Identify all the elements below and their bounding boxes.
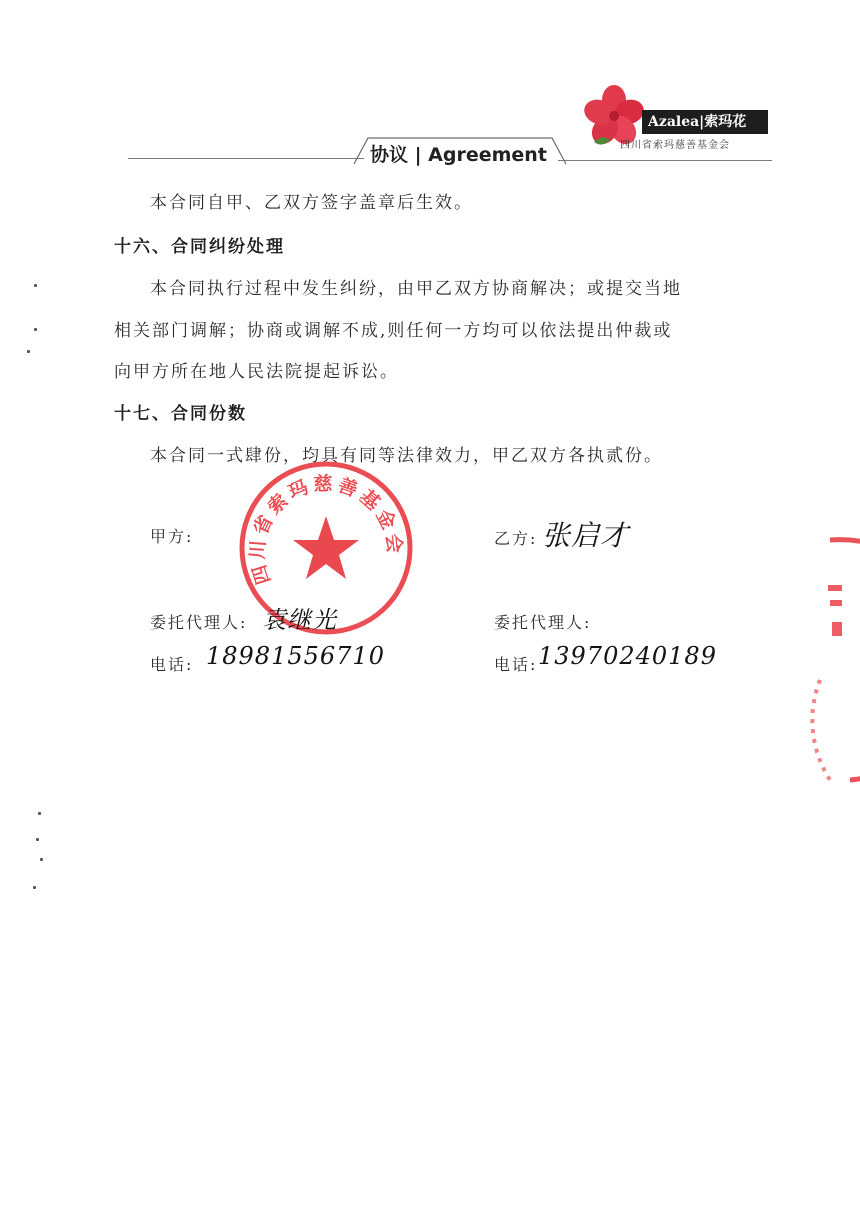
section-16-heading: 十六、合同纠纷处理 bbox=[114, 237, 285, 257]
phone-b-label: 电话: bbox=[494, 655, 538, 674]
scan-speck bbox=[34, 284, 37, 287]
scan-speck bbox=[40, 858, 43, 861]
seal-text: 四川省索玛慈善基金会 bbox=[246, 473, 406, 587]
party-a-label: 甲方: bbox=[150, 527, 194, 546]
section-16-line-3: 向甲方所在地人民法院提起诉讼。 bbox=[114, 362, 399, 382]
partial-seal-stamp bbox=[790, 530, 860, 790]
logo-org-name: 四川省索玛慈善基金会 bbox=[620, 140, 730, 151]
party-b-signature: 张启才 bbox=[542, 519, 630, 552]
section-17-line-1: 本合同一式肆份，均具有同等法律效力，甲乙双方各执贰份。 bbox=[150, 446, 663, 466]
scan-speck bbox=[34, 328, 37, 331]
scan-speck bbox=[33, 886, 36, 889]
agent-a-signature: 袁继光 bbox=[262, 606, 337, 634]
section-16-line-2: 相关部门调解；协商或调解不成,则任何一方均可以依法提出仲裁或 bbox=[114, 321, 673, 341]
section-16-line-1: 本合同执行过程中发生纠纷，由甲乙双方协商解决；或提交当地 bbox=[150, 279, 682, 299]
scan-speck bbox=[38, 812, 41, 815]
agent-a-label: 委托代理人: bbox=[150, 613, 248, 632]
header-rule-left bbox=[128, 158, 364, 159]
logo bbox=[580, 84, 770, 154]
seal-star-icon bbox=[293, 516, 359, 579]
scan-speck bbox=[27, 350, 30, 353]
header-rule-right bbox=[558, 160, 772, 161]
effective-clause: 本合同自甲、乙双方签字盖章后生效。 bbox=[150, 193, 473, 213]
section-17-heading: 十七、合同份数 bbox=[114, 404, 247, 424]
header-title: 协议 | Agreement bbox=[370, 144, 547, 166]
phone-a-label: 电话: bbox=[150, 655, 194, 674]
phone-a-value: 18981556710 bbox=[206, 642, 385, 670]
logo-brand: Azalea|索玛花 bbox=[642, 110, 768, 134]
party-b-label: 乙方: bbox=[494, 529, 538, 548]
agent-b-label: 委托代理人: bbox=[494, 613, 592, 632]
scan-speck bbox=[36, 838, 39, 841]
phone-b-value: 13970240189 bbox=[538, 642, 717, 670]
